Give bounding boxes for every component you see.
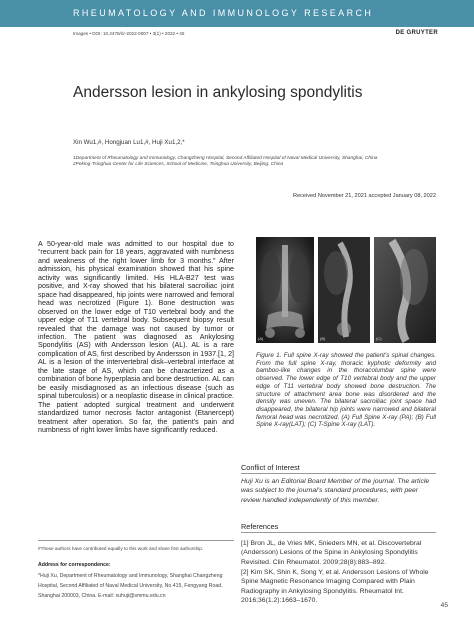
affiliation-1: 1Department of Rheumatology and Immunology, Changzheng Hospital, Second Affiliated Hospital of Naval Medical University, Shanghai, China <box>73 156 378 161</box>
affiliation-2: 2Peking-Tsinghua Center for Life Sciences, School of Medicine, Tsinghua University, Beijing, China <box>73 162 284 167</box>
references-heading: References <box>241 522 279 531</box>
page-number: 45 <box>440 602 448 609</box>
xray-panel-a <box>256 237 314 343</box>
conflict-text: Huji Xu is an Editorial Board Member of the journal. The article was subject to the journal’s standard procedures, with peer review handled independently of this member. <box>241 478 430 504</box>
references-divider <box>241 532 436 533</box>
correspondence-heading: Address for correspondence: <box>38 562 111 568</box>
case-description: A 50-year-old male was admitted to our hospital due to “recurrent back pain for 18 years, aggravated with numbness and weakness of the right lower limb for 3 months.” After admission, his physical examination showed that his spine activity was significantly limited. His HLA-B27 test was positive, and X-ray showed that his bilateral sacroiliac joint space had disappeared, hip joints were narrowed and femoral head was necrotized (Figure 1). Bone destruction was observed on the lower edge of T10 vertebral body and the upper edge of T11 vertebral body. Subsequent biopsy result revealed that the damage was not caused by tumor or infection. The patient was diagnosed as Ankylosing Spondylitis (AS) with Andersson lesion (AL). AL is a rare complication of AS, first described by Andersson in 1937.[1, 2] AL is a lesion of the intervertebral disk–vertebral interface at the late stage of AS, which can be characterized as a combination of bone hyperplasia and bone destruction. AL can be easily misdiagnosed as an infectious disease (such as spinal tuberculosis) or a neoplastic disease in clinical practice. The patient adopted surgical treatment and underwent standardized tumor necrosis factor antagonist (Etanercept) treatment after operation. So far, the patient’s pain and numbness of right lower limbs have significantly reduced. <box>38 240 234 434</box>
received-accepted-dates: Received November 21, 2021 accepted January 08, 2022 <box>292 193 436 199</box>
author-list: Xin Wu1,#, Hongjuan Lu1,#, Huji Xu1,2,* <box>73 139 185 146</box>
figure-1 <box>256 237 436 345</box>
panel-label-b: (B) <box>320 336 326 341</box>
xray-image-a <box>256 237 314 343</box>
publisher-logo-text: DE GRUYTER <box>395 30 438 36</box>
equal-contribution-note: #These authors have contributed equally to this work and share first authorship. <box>38 546 204 551</box>
footnote-divider <box>38 540 234 541</box>
panel-label-c: (C) <box>376 336 382 341</box>
conflict-divider <box>241 473 436 474</box>
xray-image-b <box>318 237 370 343</box>
xray-panel-c <box>374 237 436 343</box>
conflict-heading: Conflict of Interest <box>241 463 300 472</box>
doi-meta-line: Images • DOI: 10.2478/rir-2022-0007 • 3(1) • 2022 • 45 <box>73 31 185 36</box>
xray-image-c <box>374 237 436 343</box>
reference-2: [2] Kim SK, Shin K, Song Y, et al. Andersson Lesions of Whole Spine Magnetic Resonance Imaging Compared with Plain Radiography in Ankylosing Spondylitis. Rheumatol Int. 2016;36(1.2):1663–1670. <box>241 569 429 604</box>
article-title: Andersson lesion in ankylosing spondylitis <box>73 84 363 101</box>
xray-panel-b <box>318 237 370 343</box>
panel-label-a: (A) <box>258 336 264 341</box>
reference-1: [1] Bron JL, de Vries MK, Snieders MN, et al. Discovertebral (Andersson) Lesions of the Spine in Ankylosing Spondylitis Revisited. Clin Rheumatol. 2009;28(8):883–892. <box>241 540 422 566</box>
journal-header-band <box>0 0 474 27</box>
figure-caption: Figure 1. Full spine X-ray showed the patient’s spinal changes. From the full spine X-ray, thoracic kyphotic deformity and bamboo-like changes in the thoracolumbar spine were observed. The lower edge of T10 vertebral body and the upper edge of T11 vertebral body showed bone destruction. The structure of attachment area bone was disordered and the density was uneven. The bilateral sacroiliac joint space had disappeared, the bilateral hip joints were narrowed and bilateral femoral head was necrotized. (A) Full Spine X-ray (PA); (B) Full Spine X-ray(LAT); (C) T-Spine X-ray (LAT). <box>256 352 436 429</box>
journal-name: RHEUMATOLOGY AND IMMUNOLOGY RESEARCH <box>73 8 374 18</box>
correspondence-address: *Huji Xu, Department of Rheumatology and Immunology, Shanghai Changzheng Hospital, Second Affiliated of Naval Medical University, No.415, Fengyang Road, Shanghai 200003, China. E-mail: xuhuji@smmu.edu.cn <box>38 573 223 600</box>
